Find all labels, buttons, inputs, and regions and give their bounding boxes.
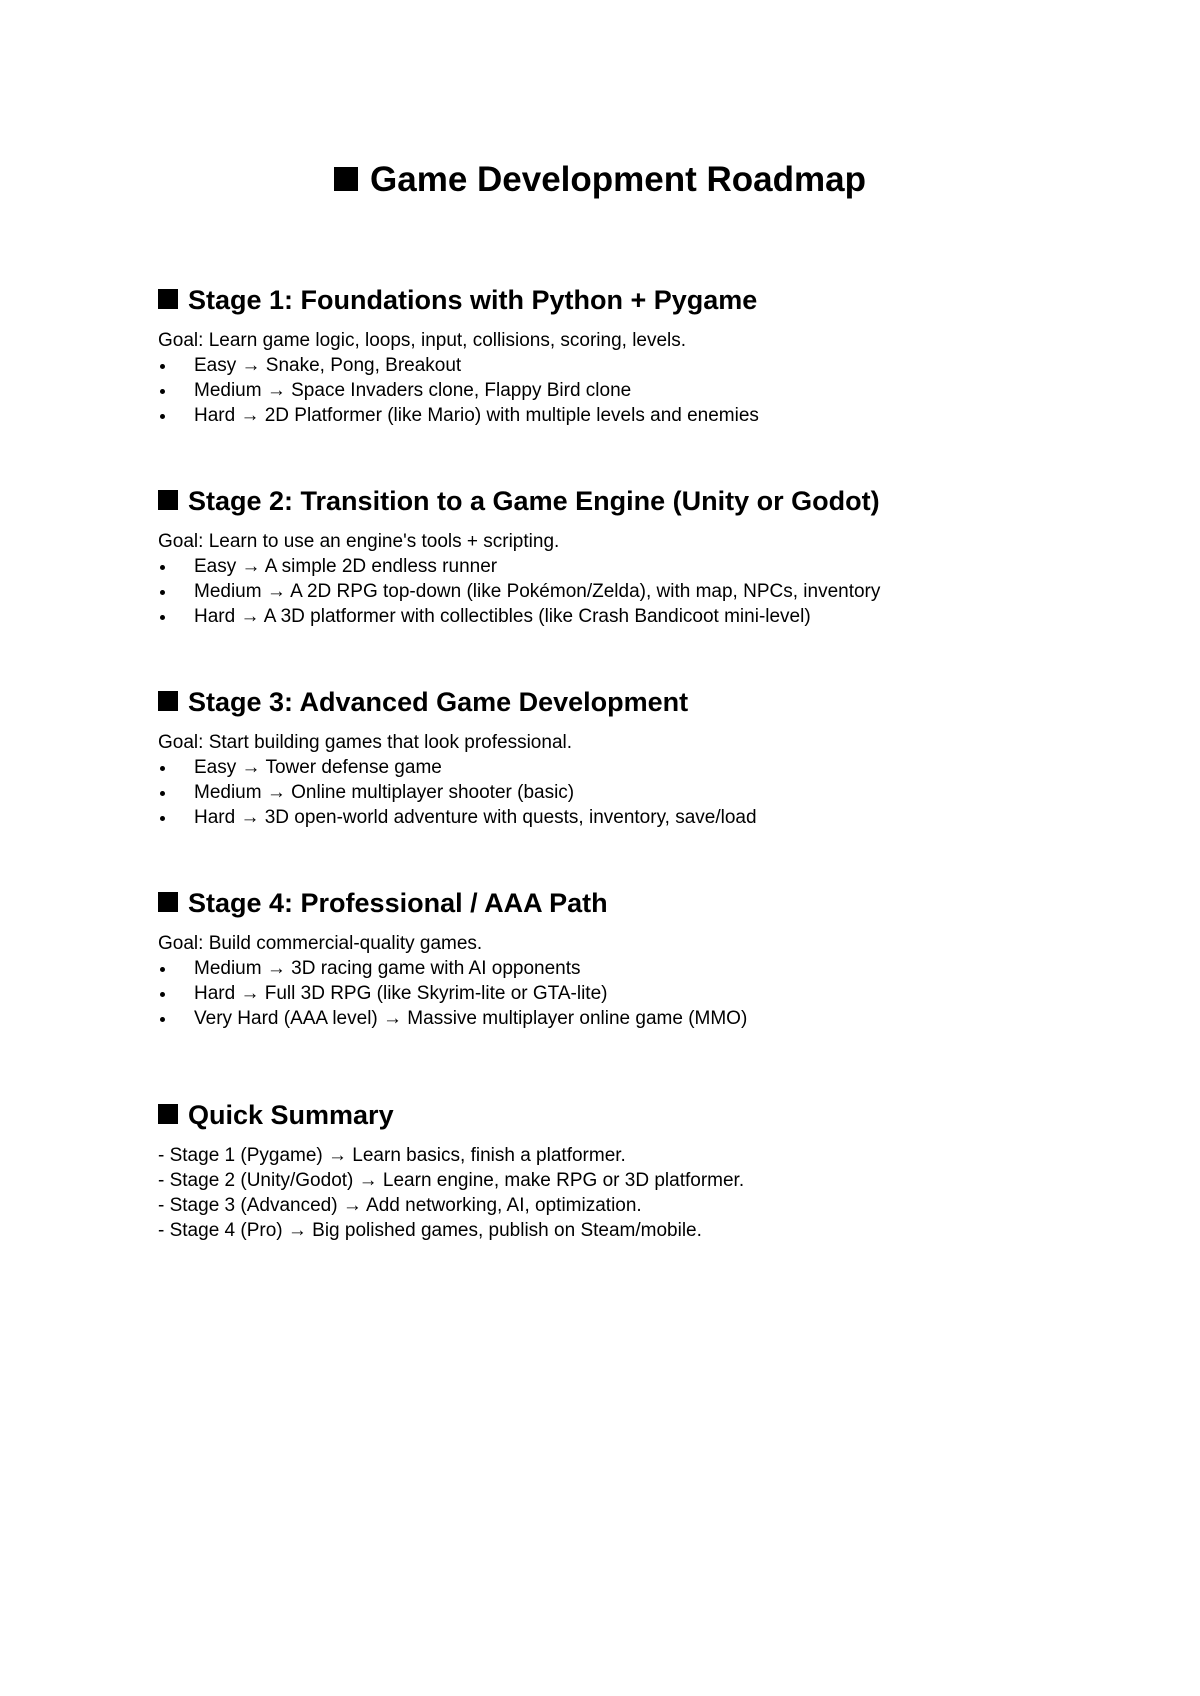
bullet-dot-icon <box>160 414 165 419</box>
stage-2-heading-text: Stage 2: Transition to a Game Engine (Unity or Godot) <box>188 486 880 516</box>
stage-2-goal: Goal: Learn to use an engine's tools + scripting. <box>158 531 560 552</box>
list-item-text: Hard → 2D Platformer (like Mario) with multiple levels and enemies <box>194 405 759 426</box>
square-bullet-icon <box>158 1104 178 1124</box>
list-item <box>158 353 1058 378</box>
list-item <box>158 1006 1058 1031</box>
bullet-dot-icon <box>160 590 165 595</box>
list-item-text: Very Hard (AAA level) → Massive multiplayer online game (MMO) <box>194 1008 748 1029</box>
list-item <box>158 604 1058 629</box>
summary-lines <box>158 1143 1058 1243</box>
stage-3-section <box>158 685 1058 830</box>
summary-heading-text: Quick Summary <box>188 1100 394 1130</box>
list-item <box>158 378 1058 403</box>
bullet-dot-icon <box>160 816 165 821</box>
square-bullet-icon <box>334 167 358 191</box>
stage-4-list <box>158 956 1058 1031</box>
stage-3-heading-text: Stage 3: Advanced Game Development <box>188 687 689 717</box>
list-item-text: Easy → Snake, Pong, Breakout <box>194 355 462 376</box>
stage-4-section <box>158 886 1058 1031</box>
stage-2-section <box>158 484 1058 629</box>
list-item-text: Hard → Full 3D RPG (like Skyrim-lite or GTA-lite) <box>194 983 608 1004</box>
stage-3-heading <box>158 685 1058 719</box>
stage-1-heading <box>158 283 1058 317</box>
list-item <box>158 805 1058 830</box>
summary-line: - Stage 3 (Advanced) → Add networking, AI, optimization. <box>158 1195 642 1216</box>
square-bullet-icon <box>158 289 178 309</box>
bullet-dot-icon <box>160 565 165 570</box>
list-item-text: Medium → Space Invaders clone, Flappy Bird clone <box>194 380 632 401</box>
stage-3-goal: Goal: Start building games that look professional. <box>158 732 573 753</box>
summary-line: - Stage 4 (Pro) → Big polished games, publish on Steam/mobile. <box>158 1220 702 1241</box>
bullet-dot-icon <box>160 615 165 620</box>
bullet-dot-icon <box>160 967 165 972</box>
summary-section <box>158 1098 1058 1243</box>
bullet-dot-icon <box>160 992 165 997</box>
summary-heading <box>158 1098 1058 1132</box>
summary-line: - Stage 1 (Pygame) → Learn basics, finish a platformer. <box>158 1145 626 1166</box>
stage-4-goal: Goal: Build commercial-quality games. <box>158 933 483 954</box>
stage-4-heading-text: Stage 4: Professional / AAA Path <box>188 888 608 918</box>
list-item <box>158 956 1058 981</box>
list-item-text: Easy → Tower defense game <box>194 757 442 778</box>
bullet-dot-icon <box>160 791 165 796</box>
list-item-text: Easy → A simple 2D endless runner <box>194 556 498 577</box>
list-item <box>158 403 1058 428</box>
stage-2-list <box>158 554 1058 629</box>
list-item <box>158 755 1058 780</box>
bullet-dot-icon <box>160 389 165 394</box>
square-bullet-icon <box>158 490 178 510</box>
list-item-text: Medium → 3D racing game with AI opponents <box>194 958 581 979</box>
bullet-dot-icon <box>160 364 165 369</box>
square-bullet-icon <box>158 892 178 912</box>
stage-1-list <box>158 353 1058 428</box>
list-item-text: Hard → 3D open-world adventure with quests, inventory, save/load <box>194 807 757 828</box>
square-bullet-icon <box>158 691 178 711</box>
summary-line: - Stage 2 (Unity/Godot) → Learn engine, make RPG or 3D platformer. <box>158 1170 745 1191</box>
bullet-dot-icon <box>160 1017 165 1022</box>
list-item-text: Medium → Online multiplayer shooter (basic) <box>194 782 575 803</box>
list-item <box>158 554 1058 579</box>
list-item-text: Hard → A 3D platformer with collectibles (like Crash Bandicoot mini-level) <box>194 606 811 627</box>
bullet-dot-icon <box>160 766 165 771</box>
page-title <box>0 158 1200 202</box>
stage-1-section <box>158 283 1058 428</box>
stage-3-list <box>158 755 1058 830</box>
list-item <box>158 579 1058 604</box>
list-item <box>158 780 1058 805</box>
list-item-text: Medium → A 2D RPG top-down (like Pokémon/Zelda), with map, NPCs, inventory <box>194 581 881 602</box>
list-item <box>158 981 1058 1006</box>
page-title-text: Game Development Roadmap <box>370 160 866 199</box>
stage-1-heading-text: Stage 1: Foundations with Python + Pygame <box>188 285 758 315</box>
stage-4-heading <box>158 886 1058 920</box>
stage-2-heading <box>158 484 1058 518</box>
stage-1-goal: Goal: Learn game logic, loops, input, collisions, scoring, levels. <box>158 330 687 351</box>
